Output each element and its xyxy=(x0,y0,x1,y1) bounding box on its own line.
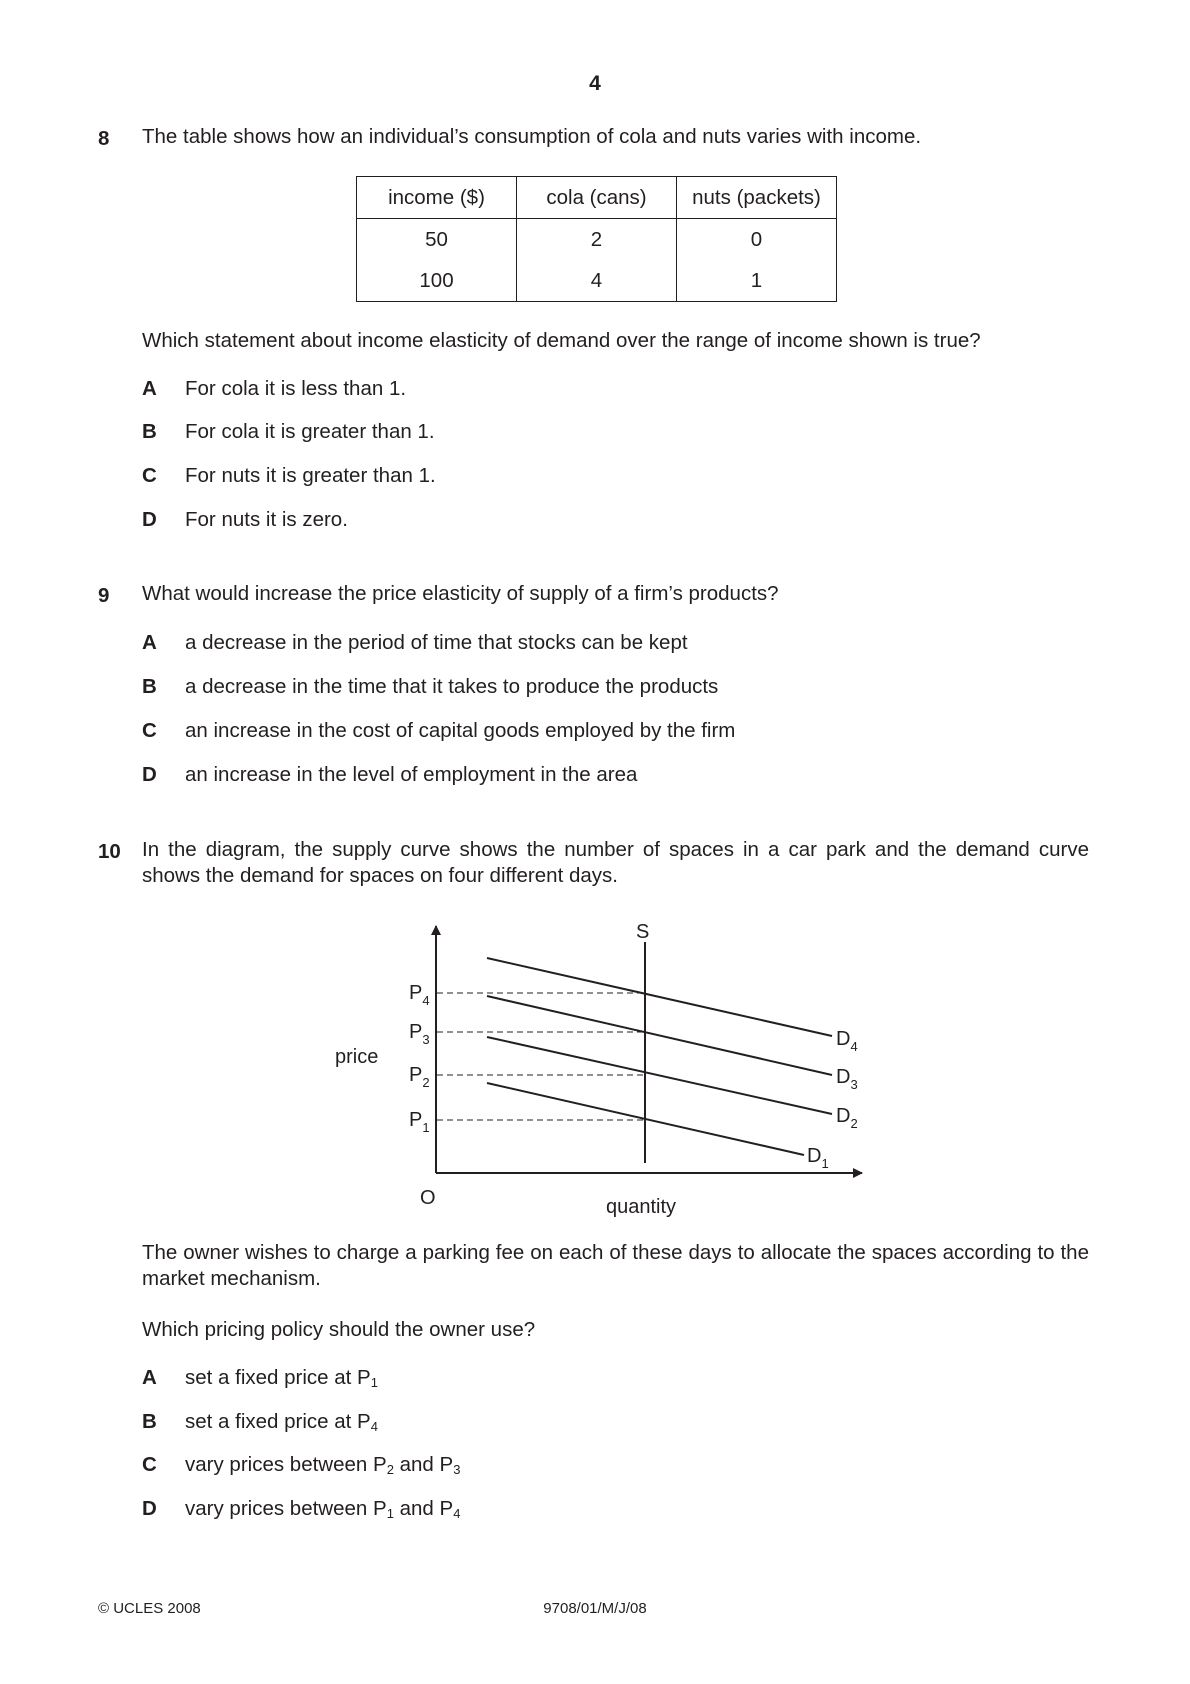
footer-paper-code: 9708/01/M/J/08 xyxy=(543,1600,647,1617)
option-letter: D xyxy=(142,1497,157,1520)
option-letter: B xyxy=(142,1410,157,1433)
question-8-prompt: Which statement about income elasticity of demand over the range of income shown is true? xyxy=(142,329,981,352)
option-text: set a fixed price at $P_1$ xyxy=(185,1366,378,1390)
table-header-cell: cola (cans) xyxy=(517,177,677,219)
question-8-number: 8 xyxy=(98,127,110,150)
option-text: vary prices between $P_2$ and $P_3$ xyxy=(185,1453,461,1477)
option-text: an increase in the level of employment in the area xyxy=(185,763,638,786)
question-10-prompt: Which pricing policy should the owner use? xyxy=(142,1318,536,1341)
question-8-stem: The table shows how an individual’s consumption of cola and nuts varies with income. xyxy=(142,125,922,148)
question-9-number: 9 xyxy=(98,584,110,607)
question-10-stem: In the diagram, the supply curve shows the number of spaces in a car park and the demand curve shows the demand for spaces on four different days. xyxy=(142,838,1089,887)
y-axis-label: price xyxy=(335,1046,379,1068)
option-text: For nuts it is greater than 1. xyxy=(185,464,436,487)
table-cell: 0 xyxy=(677,219,837,261)
option-letter: C xyxy=(142,1453,157,1476)
table-row xyxy=(357,260,837,302)
price-label-p1: $P_1$ xyxy=(409,1109,430,1135)
table-header-cell: income ($) xyxy=(357,177,517,219)
supply-label: S xyxy=(636,921,650,943)
question-10-number: 10 xyxy=(98,840,121,863)
option-text: a decrease in the period of time that stocks can be kept xyxy=(185,631,688,654)
demand-curve-d4 xyxy=(487,958,832,1036)
option-letter: B xyxy=(142,420,157,443)
demand-label-d4: $D_4$ xyxy=(836,1028,858,1054)
price-label-p3: $P_3$ xyxy=(409,1021,430,1047)
footer-copyright: © UCLES 2008 xyxy=(98,1600,201,1617)
option-text: set a fixed price at $P_4$ xyxy=(185,1410,378,1434)
option-text: a decrease in the time that it takes to produce the products xyxy=(185,675,719,698)
option-text: For nuts it is zero. xyxy=(185,508,348,531)
table-row xyxy=(357,219,837,261)
demand-curve-d3 xyxy=(487,996,832,1075)
x-axis-label: quantity xyxy=(606,1196,677,1218)
table-header-cell: nuts (packets) xyxy=(677,177,837,219)
option-letter: C xyxy=(142,719,157,742)
table-cell: 4 xyxy=(517,260,677,302)
demand-label-d1: $D_1$ xyxy=(807,1145,829,1171)
option-text: For cola it is greater than 1. xyxy=(185,420,435,443)
demand-label-d2: $D_2$ xyxy=(836,1105,858,1131)
table-header-row xyxy=(357,177,837,219)
option-letter: A xyxy=(142,631,157,654)
option-letter: A xyxy=(142,1366,157,1389)
option-letter: C xyxy=(142,464,157,487)
table-cell: 50 xyxy=(357,219,517,261)
income-consumption-table xyxy=(356,176,837,302)
demand-label-d3: $D_3$ xyxy=(836,1066,858,1092)
option-letter: D xyxy=(142,508,157,531)
price-label-p4: $P_4$ xyxy=(409,982,430,1008)
option-letter: D xyxy=(142,763,157,786)
question-9-stem: What would increase the price elasticity of supply of a firm’s products? xyxy=(142,582,779,605)
option-text: an increase in the cost of capital goods employed by the firm xyxy=(185,719,736,742)
price-label-p2: $P_2$ xyxy=(409,1064,430,1090)
table-cell: 100 xyxy=(357,260,517,302)
option-text: vary prices between $P_1$ and $P_4$ xyxy=(185,1497,461,1521)
table-cell: 2 xyxy=(517,219,677,261)
option-text: For cola it is less than 1. xyxy=(185,377,407,400)
option-letter: A xyxy=(142,377,157,400)
question-10-paragraph: The owner wishes to charge a parking fee on each of these days to allocate the spaces according to the market mechanism. xyxy=(142,1241,1089,1290)
page-number: 4 xyxy=(589,72,601,95)
table-cell: 1 xyxy=(677,260,837,302)
origin-label: O xyxy=(420,1187,436,1209)
option-letter: B xyxy=(142,675,157,698)
car-park-diagram xyxy=(320,910,880,1220)
